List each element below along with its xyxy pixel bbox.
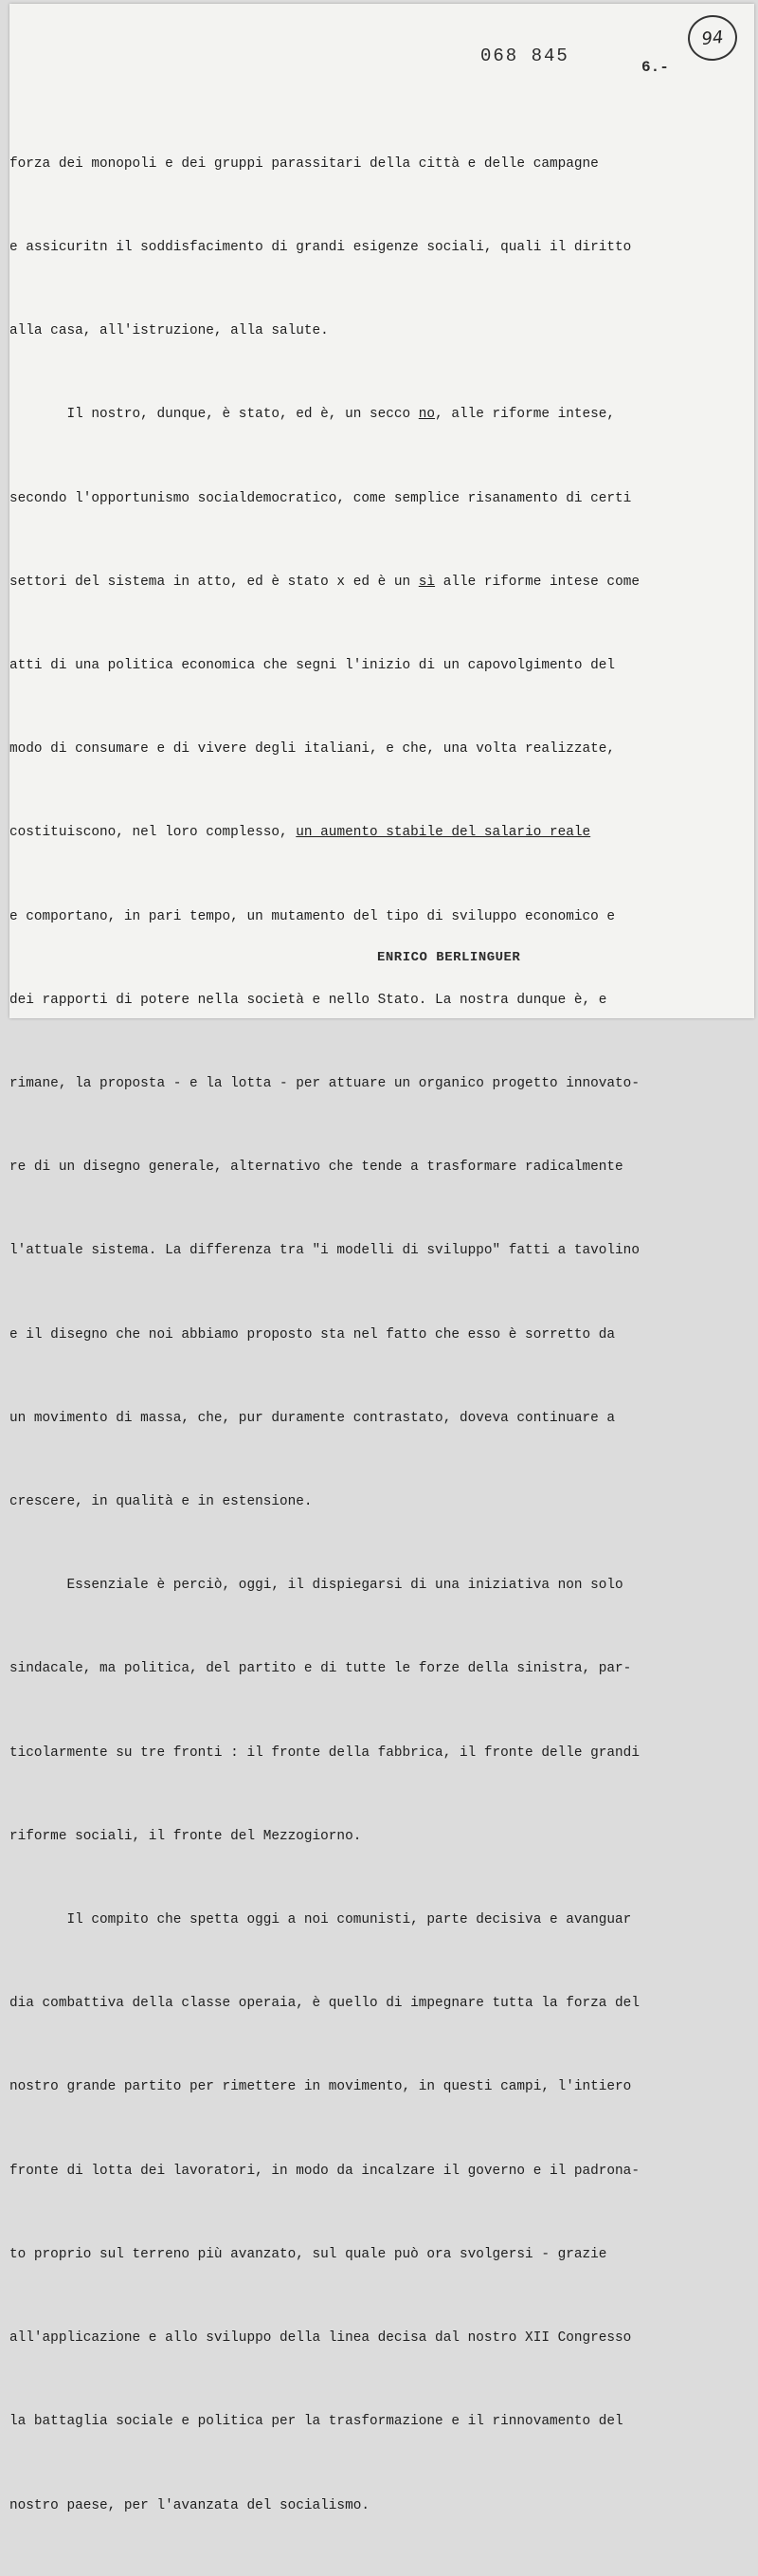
typewritten-page (9, 4, 754, 2513)
text-line: sindacale, ma politica, del partito e di tutte le forze della sinistra, par- (9, 1661, 632, 1677)
text-line (9, 569, 754, 596)
text-line: nostro paese, per l'avanzata del socialismo. (9, 2497, 370, 2513)
text-line: Il compito che spetta oggi a noi comunisti, parte decisiva e avanguar (9, 1912, 632, 1928)
text-line: alla casa, all'istruzione, alla salute. (9, 323, 329, 339)
text-line: modo di consumare e di vivere degli italiani, e che, una volta realizzate, (9, 741, 616, 758)
signature: ENRICO BERLINGUER (377, 950, 521, 965)
text-line: re di un disegno generale, alternativo che tende a trasformare radicalmente (9, 1160, 623, 1176)
underlined-word-si: sì (418, 574, 436, 590)
text-line: Essenziale è perciò, oggi, il dispiegarsi di una iniziativa non solo (9, 1578, 623, 1594)
text-segment: , alle riforme intese, (435, 407, 616, 423)
text-line: dei rapporti di potere nella società e nello Stato. La nostra dunque è, e (9, 992, 607, 1008)
text-line: forza dei monopoli e dei gruppi parassitari della città e delle campagne (9, 155, 599, 172)
text-line: fronte di lotta dei lavoratori, in modo da incalzare il governo e il padrona- (9, 2163, 640, 2179)
text-line: crescere, in qualità e in estensione. (9, 1494, 313, 1510)
text-line: dia combattiva della classe operaia, è quello di impegnare tutta la forza del (9, 1996, 640, 2012)
letter-body (9, 95, 754, 2576)
text-segment: Il nostro, dunque, è stato, ed è, un secco (9, 407, 419, 423)
text-line: to proprio sul terreno più avanzato, sul quale può ora svolgersi - grazie (9, 2246, 607, 2262)
text-line: un movimento di massa, che, pur duramente contrastato, doveva continuare a (9, 1410, 616, 1426)
text-line: all'applicazione e allo sviluppo della linea decisa dal nostro XII Congresso (9, 2330, 632, 2347)
underlined-phrase: un aumento stabile del salario reale (296, 825, 591, 841)
page-number: 6.- (641, 59, 669, 76)
text-line: ticolarmente su tre fronti : il fronte della fabbrica, il fronte delle grandi (9, 1745, 640, 1761)
text-line: atti di una politica economica che segni l'inizio di un capovolgimento del (9, 658, 616, 674)
text-line: e il disegno che noi abbiamo proposto sta nel fatto che esso è sorretto da (9, 1326, 616, 1343)
text-segment: settori del sistema in atto, ed è stato x ed è un (9, 574, 419, 590)
text-line: secondo l'opportunismo socialdemocratico, come semplice risanamento di certi (9, 490, 632, 506)
text-line (9, 819, 754, 847)
text-segment: costituiscono, nel loro complesso, (9, 825, 297, 841)
document-number: 068 845 (480, 46, 569, 66)
page-stamp-circle (686, 12, 740, 63)
text-line: e comportano, in pari tempo, un mutamento del tipo di sviluppo economico e (9, 908, 616, 924)
text-line: riforme sociali, il fronte del Mezzogiorno. (9, 1828, 362, 1844)
stamp-number: 94 (700, 27, 725, 49)
text-line (9, 401, 754, 429)
text-line: la battaglia sociale e politica per la trasformazione e il rinnovamento del (9, 2414, 623, 2430)
underlined-word-no: no (418, 407, 436, 423)
text-line: nostro grande partito per rimettere in movimento, in questi campi, l'intiero (9, 2079, 632, 2095)
text-segment: alle riforme intese come (435, 574, 640, 590)
text-line: e assicuritn il soddisfacimento di grandi esigenze sociali, quali il diritto (9, 240, 632, 256)
text-line: l'attuale sistema. La differenza tra "i modelli di sviluppo" fatti a tavolino (9, 1243, 640, 1259)
text-line: rimane, la proposta - e la lotta - per attuare un organico progetto innovato- (9, 1076, 640, 1092)
